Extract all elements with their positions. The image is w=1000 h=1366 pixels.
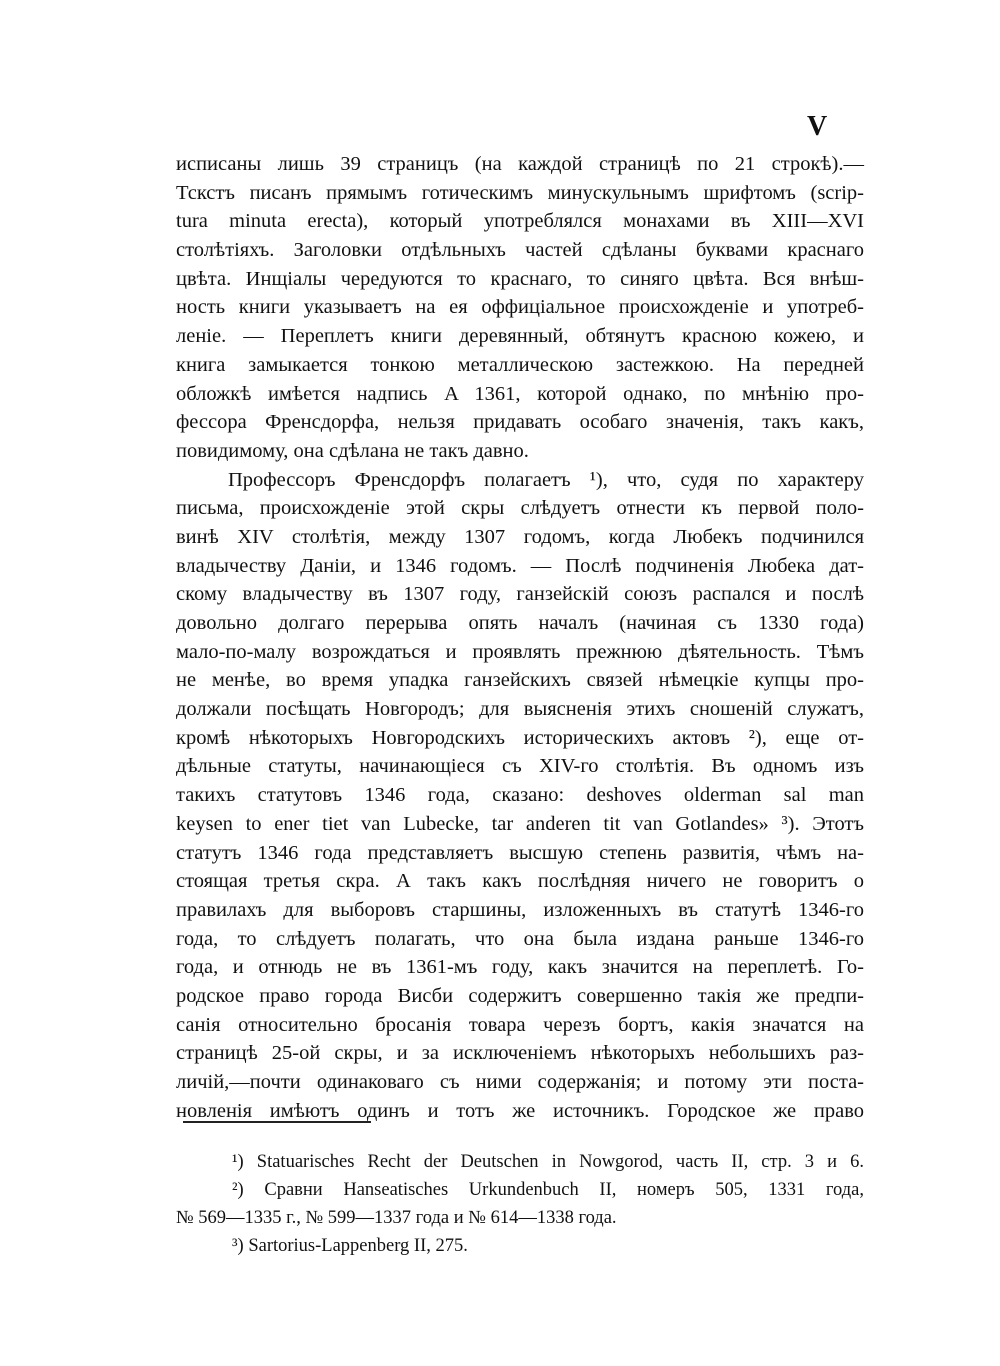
text-line: кромѣ нѣкоторыхъ Новгородскихъ историческихъ актовъ ²), еще от-	[176, 726, 864, 749]
text-line: повидимому, она сдѣлана не такъ давно.	[176, 439, 529, 462]
text-line: фессора Френсдорфа, нельзя придавать особаго значенія, такъ какъ,	[176, 411, 864, 434]
text-line: keysen to ener tiet van Lubecke, tar anderen tit van Gotlandes» ³). Этотъ	[176, 812, 864, 835]
paragraph-2	[176, 466, 864, 1126]
text-line: цвѣта. Инщіалы чередуются то краснаго, то синяго цвѣта. Вся внѣш-	[176, 267, 864, 290]
text-line: владычеству Даніи, и 1346 годомъ. — Послѣ подчиненія Любека дат-	[176, 554, 864, 577]
text-line: не менѣе, во время упадка ганзейскихъ связей нѣмецкіе купцы про-	[176, 669, 864, 692]
footnotes	[176, 1148, 864, 1260]
text-line: довольно долгаго перерыва опять началъ (начиная съ 1330 года)	[176, 612, 864, 634]
footnote-separator	[183, 1121, 371, 1123]
page-number: V	[807, 111, 828, 142]
text-line: правилахъ для выборовъ старшины, изложенныхъ въ статутѣ 1346-го	[176, 898, 864, 921]
text-line: обложкѣ имѣется надпись A 1361, которой однако, по мнѣнію про-	[176, 382, 864, 405]
text-line: исписаны лишь 39 страницъ (на каждой страницѣ по 21 строкѣ).—	[176, 153, 864, 175]
text-line: Профессоръ Френсдорфъ полагаетъ ¹), что, судя по характеру	[228, 468, 864, 491]
text-line: года, и отнюдь не въ 1361-мъ году, какъ значится на переплетѣ. Го-	[176, 956, 864, 979]
text-line: страницѣ 25-ой скры, и за исключеніемъ нѣкоторыхъ небольшихъ раз-	[176, 1042, 864, 1065]
text-line: санія относительно бросанія товара черезъ бортъ, какія значатся на	[176, 1013, 864, 1036]
text-line: года, то слѣдуетъ полагать, что она была издана раньше 1346-го	[176, 927, 864, 950]
text-line: книга замыкается тонкою металлическою застежкою. На передней	[176, 353, 864, 376]
text-line: родское право города Висби содержитъ совершенно такія же предпи-	[176, 984, 864, 1007]
footnote-3: ³) Sartorius-Lappenberg II, 275.	[232, 1236, 468, 1256]
text-line: мало-по-малу возрождаться и проявлять прежнюю дѣятельность. Тѣмъ	[176, 640, 864, 663]
text-line: стоящая третья скра. А такъ какъ послѣдняя ничего не говоритъ о	[176, 870, 864, 893]
text-line: письма, происхожденіе этой скры слѣдуетъ отнести къ первой поло-	[176, 497, 864, 520]
text-line: Тскстъ писанъ прямымъ готическимъ минускульнымъ шрифтомъ (scrip-	[176, 181, 864, 204]
text-line: статутъ 1346 года представляетъ высшую степень развитія, чѣмъ на-	[176, 841, 864, 864]
text-line: столѣтіяхъ. Заголовки отдѣльныхъ частей сдѣланы буквами краснаго	[176, 239, 864, 262]
footnote-1: ¹) Statuarisches Recht der Deutschen in Nowgorod, часть II, стр. 3 и 6.	[232, 1152, 864, 1172]
text-line: винѣ XIV столѣтія, между 1307 годомъ, когда Любекъ подчинился	[176, 525, 864, 548]
text-line: дѣльные статуты, начинающіеся съ XIV-го столѣтія. Въ одномъ изъ	[176, 755, 864, 778]
text-line: новленія имѣютъ одинъ и тотъ же источникъ. Городское же право	[176, 1099, 864, 1122]
text-line: леніе. — Переплетъ книги деревянный, обтянутъ красною кожею, и	[176, 325, 864, 348]
footnote-2-continuation: № 569—1335 г., № 599—1337 года и № 614—1338 года.	[176, 1208, 617, 1228]
footnote-2: ²) Сравни Hanseatisches Urkundenbuch II, номеръ 505, 1331 года,	[232, 1180, 864, 1200]
text-line: ность книги указываетъ на ея оффиціальное происхожденіе и употреб-	[176, 296, 864, 319]
text-line: tura minuta erecta), который употреблялся монахами въ XIII—XVI	[176, 210, 864, 233]
body-text	[176, 150, 864, 1125]
text-line: скому владычеству въ 1307 году, ганзейскій союзъ распался и послѣ	[176, 583, 864, 606]
text-line: такихъ статутовъ 1346 года, сказано: deshoves olderman sal man	[176, 784, 864, 807]
paragraph-1	[176, 150, 864, 466]
text-line: личій,—почти одинаковаго съ ними содержанія; и потому эти поста-	[176, 1071, 864, 1093]
text-line: должали посѣщать Новгородъ; для выясненія этихъ сношеній служатъ,	[176, 698, 864, 721]
